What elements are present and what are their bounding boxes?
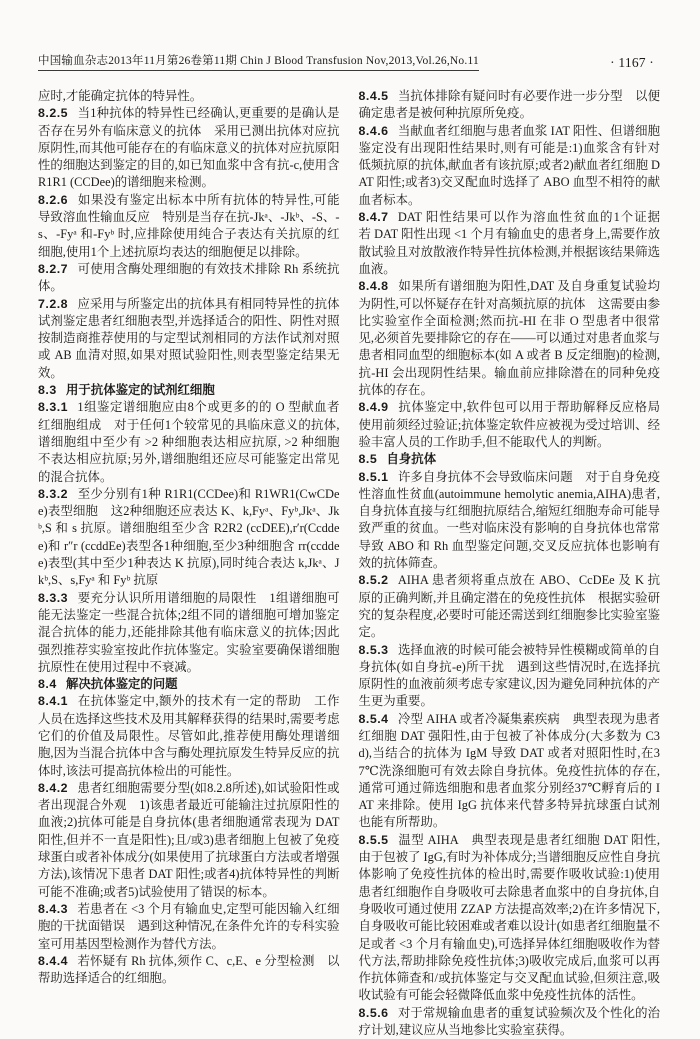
paragraph: 8.2.7 可使用含酶处理细胞的有效技术排除 Rh 系统抗体。 [38,261,340,294]
section-number: 8.2.6 [38,192,69,207]
section-number: 8.4.6 [358,123,389,138]
section-heading: 8.4 解决抗体鉴定的问题 [38,677,178,692]
paragraph: 8.5.6 对于常规输血患者的重复试验频次及个性化的治疗计划,建议应从当地参比实验室获得。 [358,1005,660,1038]
section-number: 8.2.7 [38,261,69,276]
page-header [38,52,660,71]
paragraph: 8.5.1 许多自身抗体不会导致临床问题 对于自身免疫性溶血性贫血(autoimmune hemolytic anemia,AIHA)患者,自身抗体直接与红细胞抗原结合,缩短红细胞寿命可能导致严重的贫血。一些对临床没有影响的自身抗体也常常导致 ABO 和 Rh 血型鉴定问题,交叉反应抗体也影响有效的抗体筛查。 [358,469,660,571]
journal-citation: 中国输血杂志2013年11月第26卷第11期 Chin J Blood Transfusion Nov,2013,Vol.26,No.11 [38,52,479,71]
two-column-body [38,88,673,1039]
paragraph: 应时,才能确定抗体的特异性。 [38,89,203,103]
section-number: 8.4.9 [358,400,389,415]
paragraph: 8.3.2 至少分别有1种 R1R1(CCDee)和 R1WR1(CwCDee)表型细胞 这2种细胞还应表达 K、k,Fyᵃ、Fyᵇ,Jkᵃ、Jkᵇ,S 和 s 抗原。谱细胞组至少含 R2R2 (ccDEE),r′r(Ccddee)和 r″r (ccddEe)表型各1种细胞,至少3种细胞含 rr(ccddee)表型(其中至少1种表达 K 抗原),同时纯合表达 k,Jkᵃ、Jkᵇ,S、s,Fyᵃ 和 Fyᵇ 抗原 [38,486,340,588]
paragraph: 8.4.9 抗体鉴定中,软件包可以用于帮助解释反应格局 使用前须经过验证;抗体鉴定软件应被视为受过培训、经验丰富人员的工作助手,但不能取代人的判断。 [358,400,673,449]
paragraph: 8.2.6 如果没有鉴定出标本中所有抗体的特异性,可能导致溶血性输血反应 特别是当存在抗-Jkᵃ、-Jkᵇ、-S、-s、-Fyᵃ 和-Fyᵇ 时,应排除使用纯合子表达有关抗原的红细胞,使用1个上述抗原均表达的细胞便足以排除。 [38,192,340,259]
section-number: 8.4.5 [358,89,389,103]
paragraph: 7.2.8 应采用与所鉴定出的抗体具有相同特异性的抗体试剂鉴定患者红细胞表型,并选择适合的阳性、阴性对照 按制造商推荐使用的与定型试剂相同的方法作试剂对照或 AB 血清对照,如果对照试验阳性,则表型鉴定结果无效。 [38,296,352,380]
paragraph: 8.3.3 要充分认识所用谱细胞的局限性 1组谱细胞可能无法鉴定一些混合抗体;2组不同的谱细胞可增加鉴定混合抗体的能力,还能排除其他有临床意义的抗体;因此强烈推荐实验室按此作抗体鉴定。实验室要确保谱细胞抗原性在使用过程中不衰减。 [38,590,340,674]
section-number: 8.5.6 [358,1005,389,1020]
section-number: 8.3 [38,383,57,398]
section-heading: 8.3 用于抗体鉴定的试剂红细胞 [38,383,215,398]
section-number: 8.4.4 [38,953,69,968]
section-number: 8.2.5 [38,106,69,121]
section-number: 8.5.1 [358,469,389,484]
paragraph: 8.4.2 患者红细胞需要分型(如8.2.8所述),如试验阳性或者出现混合外观 1)该患者最近可能输注过抗原阳性的血液;2)抗体可能是自身抗体(患者细胞通常表现为 DAT 阳性,但并不一直是阳性);且/或3)患者细胞上包被了免疫球蛋白或者补体成分(如果使用了抗球蛋白方法或者增强方法),该情况下患者 DAT 阳性;或者4)抗体特异性的判断可能不准确;或者5)试验使用了错误的标本。 [38,780,340,899]
paragraph: 8.4.8 如果所有谱细胞为阳性,DAT 及自身重复试验均为阴性,可以怀疑存在针对高频抗原的抗体 这需要由参比实验室作全面检测;然而抗-HI 在非 O 型患者中很常见,必须首先要排除它的存在——可以通过对患者血浆与患者相同血型的细胞标本(如 A 或者 B 反定细胞)的检测,抗-HI 会出现阴性结果。输血前应排除潜在的同种免疫抗体的存在。 [358,279,660,398]
section-number: 8.4.3 [38,901,69,916]
section-number: 8.4 [38,677,57,692]
paragraph: 8.4.7 DAT 阳性结果可以作为溶血性贫血的1个证据 若 DAT 阳性出现 <1 个月有输血史的患者身上,需要作放散试验且对放散液作特异性抗体检测,并根据该结果筛选血液。 [358,210,673,276]
left-column [38,88,352,1039]
section-number: 8.4.8 [358,279,389,294]
paragraph: 8.5.4 冷型 AIHA 或者冷凝集素疾病 典型表现为患者红细胞 DAT 强阳性,由于包被了补体成分(大多数为 C3d),当结合的抗体为 IgM 导致 DAT 或者对照阳性时,在37℃洗涤细胞可有效去除自身抗体。免疫性抗体的存在,通常可通过筛选细胞和患者血浆分别经37℃孵育后的 IAT 来排除。使用 IgG 抗体来代替多特异抗球蛋白试剂也能有所帮助。 [358,711,660,830]
section-number: 8.5.3 [358,642,389,657]
section-number: 8.5 [358,452,378,467]
paragraph: 8.4.3 若患者在 <3 个月有输血史,定型可能因输入红细胞的干扰面错误 遇到这种情况,在条件允许的专科实验室可用基因型检测作为替代方法。 [38,901,340,951]
right-column [358,88,673,1039]
paragraph: 8.4.5 当抗体排除有疑问时有必要作进一步分型 以便确定患者是被何种抗原所免疫。 [358,89,660,121]
section-number: 8.3.3 [38,590,69,605]
section-number: 8.4.2 [38,780,69,795]
paragraph: 8.3.1 1组鉴定谱细胞应由8个或更多的的 O 型献血者红细胞组成 对于任何1个较常见的具临床意义的抗体,谱细胞组中至少有 >2 种细胞表达相应抗原, >2 种细胞不表达相应抗原;另外,谱细胞组还应尽可能鉴定出常见的混合抗体。 [38,400,340,484]
section-number: 8.3.1 [38,400,69,415]
section-number: 8.5.5 [358,832,389,847]
page-number: · 1167 · [610,55,654,70]
section-number: 8.4.1 [38,694,69,709]
section-number: 8.3.2 [38,486,69,501]
paragraph: 8.5.5 温型 AIHA 典型表现是患者红细胞 DAT 阳性,由于包被了 IgG,有时为补体成分;当谱细胞反应性自身抗体影响了免疫性抗体的检出时,需要作吸收试验:1)使用患者红细胞作自身吸收可去除患者血浆中的自身抗体,自身吸收可通过使用 ZZAP 方法提高效率;2)在许多情况下,自身吸收可能比较困难或者难以设计(如患者红细胞量不足或者 <3 个月有输血史),可选择异体红细胞吸收作为替代方法,帮助排除免疫性抗体;3)吸收完成后,血浆可以再作抗体筛查和/或抗体鉴定与交叉配血试验,但须注意,吸收试验有可能会轻微降低血浆中免疫性抗体的活性。 [358,832,661,1003]
section-number: 8.5.2 [358,573,389,588]
paragraph: 8.5.2 AIHA 患者须将重点放在 ABO、CcDEe 及 K 抗原的正确判断,并且确定潜在的免疫性抗体 根据实验研究的复杂程度,必要时可能还需送到红细胞参比实验室鉴定。 [358,573,660,640]
section-number: 8.4.7 [358,210,389,225]
paragraph: 8.5.3 选择血液的时候可能会被特异性模糊或简单的自身抗体(如自身抗-e)所干扰 遇到这些情况时,在选择抗原阴性的血液前须考虑专家建议,因为避免同种抗体的产生更为重要。 [358,642,660,709]
section-heading: 8.5 自身抗体 [358,452,437,467]
paragraph: 8.2.5 当1种抗体的特异性已经确认,更重要的是确认是否存在另外有临床意义的抗体 采用已测出抗体对应抗原阴性,而其他可能存在的有临床意义的抗体对应抗原阳性的细胞达到鉴定的目的,如已知血浆中含有抗-c,使用含 R1R1 (CCDee)的谱细胞来检测。 [38,106,340,190]
paragraph: 8.4.4 若怀疑有 Rh 抗体,须作 C、c,E、e 分型检测 以帮助选择适合的红细胞。 [38,953,340,986]
section-number: 7.2.8 [38,296,69,311]
section-number: 8.5.4 [358,711,389,726]
paragraph: 8.4.1 在抗体鉴定中,额外的技术有一定的帮助 工作人员在选择这些技术及用其解释获得的结果时,需要考虑它们的价值及局限性。尽管如此,推荐使用酶处理谱细胞,因为当混合抗体中含与酶处理抗原发生特异反应的抗体时,该法可提高抗体检出的可能性。 [38,694,340,778]
paragraph: 8.4.6 当献血者红细胞与患者血浆 IAT 阳性、但谱细胞鉴定没有出现阳性结果时,则有可能是:1)血浆含有针对低频抗原的抗体,献血者有该抗原;或者2)献血者红细胞 DAT 阳性;或者3)交叉配血时选择了 ABO 血型不相符的献血者标本。 [358,123,661,207]
